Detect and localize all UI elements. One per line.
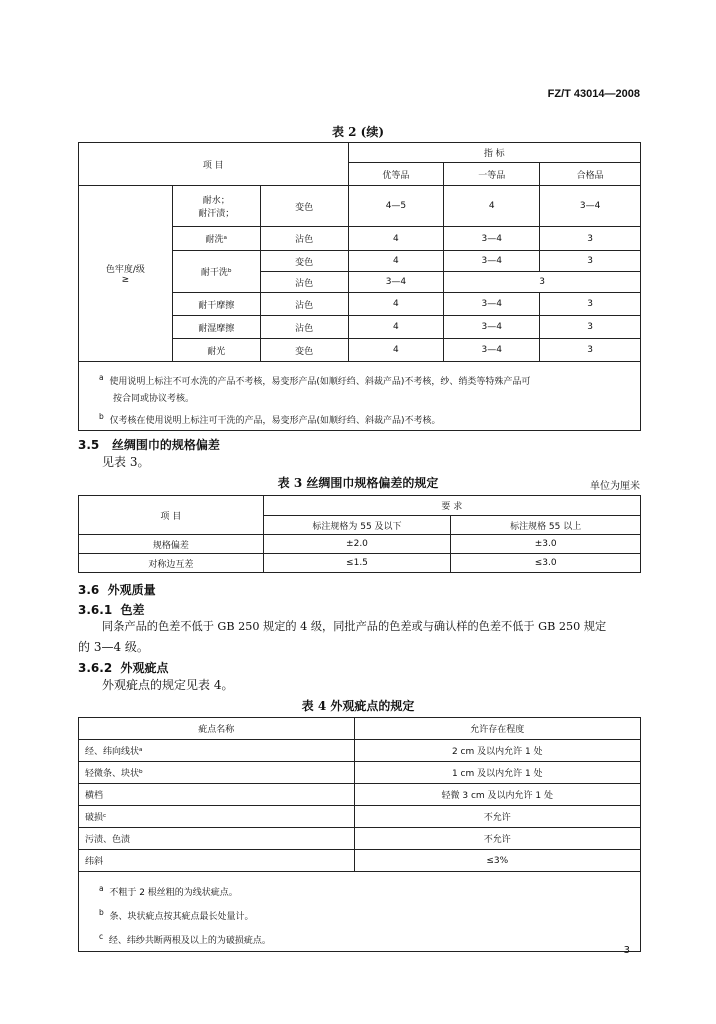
table4-col-name: 疵点名称 bbox=[79, 718, 355, 740]
defect-name: 轻微条、块状ᵇ bbox=[79, 762, 355, 784]
value-cell: 3 bbox=[540, 339, 641, 362]
table-row bbox=[79, 762, 641, 784]
defect-degree: 不允许 bbox=[354, 806, 641, 828]
value-cell: ±3.0 bbox=[451, 535, 641, 554]
value-cell: 4 bbox=[348, 293, 444, 316]
grade-qualified: 合格品 bbox=[540, 163, 641, 186]
note-c: 经、纬纱共断两根及以上的为破损疵点。 bbox=[108, 936, 271, 946]
section-3-6-2-heading: 3.6.2 外观疵点 bbox=[78, 661, 169, 675]
row-group-label bbox=[79, 186, 173, 362]
table4-col-degree: 允许存在程度 bbox=[354, 718, 641, 740]
value-cell: ≤1.5 bbox=[263, 554, 451, 573]
table-row bbox=[79, 535, 641, 554]
table3-unit: 单位为厘米 bbox=[590, 481, 640, 492]
note-b: 仅考核在使用说明上标注可干洗的产品，易变形产品(如顺纡绉、斜裁产品)不考核。 bbox=[109, 416, 441, 426]
table-row bbox=[79, 186, 641, 227]
table-row bbox=[79, 850, 641, 872]
table4-caption: 表 4 外观疵点的规定 bbox=[301, 699, 415, 713]
sub-label: 沾色 bbox=[260, 227, 348, 251]
table2-notes: $^a$ 使用说明上标注不可水洗的产品不考核，易变形产品(如顺纡绉、斜裁产品)不考核，纱、绡类等特殊产品可 按合同或协议考核。 $^b$ 仅考核在使用说明上标注可干洗的产品，易变形产品(如顺纡绉、斜裁产品)不考核。 bbox=[79, 362, 641, 431]
table2 bbox=[78, 142, 641, 431]
section-3-5-heading: 3.5 丝绸围巾的规格偏差 bbox=[78, 438, 220, 452]
table-row bbox=[79, 806, 641, 828]
sub-label: 沾色 bbox=[260, 316, 348, 339]
sub-label: 变色 bbox=[260, 251, 348, 272]
sub-label: 沾色 bbox=[260, 293, 348, 316]
defect-name: 经、纬向线状ᵃ bbox=[79, 740, 355, 762]
value-cell: 4 bbox=[348, 227, 444, 251]
value-cell: ±2.0 bbox=[263, 535, 451, 554]
standard-number: FZ/T 43014—2008 bbox=[547, 88, 640, 100]
table4 bbox=[78, 717, 641, 952]
value-cell: 3—4 bbox=[444, 227, 540, 251]
table3-col-req: 要 求 bbox=[263, 496, 640, 516]
sub-label: 变色 bbox=[260, 339, 348, 362]
value-cell: 3 bbox=[540, 293, 641, 316]
sub-label: 沾色 bbox=[260, 272, 348, 293]
value-cell: 3 bbox=[540, 251, 641, 272]
row-label: 对称边互差 bbox=[79, 554, 264, 573]
sub-label: 变色 bbox=[260, 186, 348, 227]
defect-name: 破损ᶜ bbox=[79, 806, 355, 828]
colorfastness-label: 色牢度/级 bbox=[105, 265, 145, 275]
value-cell: 3—4 bbox=[444, 251, 540, 272]
table-row bbox=[79, 554, 641, 573]
section-3-5-body: 见表 3。 bbox=[102, 455, 150, 469]
defect-name: 污渍、色渍 bbox=[79, 828, 355, 850]
table3-caption: 表 3 丝绸围巾规格偏差的规定 bbox=[277, 476, 439, 490]
value-cell: 3—4 bbox=[348, 272, 444, 293]
section-3-6-1-heading: 3.6.1 色差 bbox=[78, 603, 145, 617]
item-dry-rub: 耐干摩擦 bbox=[172, 293, 260, 316]
item-wet-rub: 耐湿摩擦 bbox=[172, 316, 260, 339]
section-3-6-heading: 3.6 外观质量 bbox=[78, 583, 156, 597]
section-3-6-1-body: 同条产品的色差不低于 GB 250 规定的 4 级，同批产品的色差或与确认样的色差不低于 GB 250 规定 bbox=[102, 620, 607, 633]
value-cell: 4 bbox=[444, 186, 540, 227]
value-cell: 3—4 bbox=[444, 339, 540, 362]
note-a-cont: 按合同或协议考核。 bbox=[113, 394, 195, 404]
defect-degree: 不允许 bbox=[354, 828, 641, 850]
defect-degree: 轻微 3 cm 及以内允许 1 处 bbox=[354, 784, 641, 806]
value-cell: 3—4 bbox=[444, 316, 540, 339]
value-cell: 4—5 bbox=[348, 186, 444, 227]
note-a: 不粗于 2 根丝粗的为线状疵点。 bbox=[109, 888, 238, 898]
table3-col-item: 项 目 bbox=[79, 496, 264, 535]
grade-first: 一等品 bbox=[444, 163, 540, 186]
value-cell: 4 bbox=[348, 316, 444, 339]
defect-degree: 2 cm 及以内允许 1 处 bbox=[354, 740, 641, 762]
section-3-6-2-body: 外观疵点的规定见表 4。 bbox=[102, 678, 234, 692]
note-b: 条、块状疵点按其疵点最长处量计。 bbox=[109, 912, 254, 922]
table-row bbox=[79, 784, 641, 806]
table-row bbox=[79, 740, 641, 762]
table2-col-index: 指 标 bbox=[348, 143, 640, 163]
defect-degree: ≤3% bbox=[354, 850, 641, 872]
value-cell: 3 bbox=[444, 272, 641, 293]
row-label: 规格偏差 bbox=[79, 535, 264, 554]
page-number: 3 bbox=[623, 945, 630, 956]
defect-degree: 1 cm 及以内允许 1 处 bbox=[354, 762, 641, 784]
note-a: 使用说明上标注不可水洗的产品不考核，易变形产品(如顺纡绉、斜裁产品)不考核，纱、绡类等特殊产品可 bbox=[109, 377, 531, 387]
defect-name: 横档 bbox=[79, 784, 355, 806]
table-row bbox=[79, 828, 641, 850]
item-water-sweat: 耐水； 耐汗渍； bbox=[172, 186, 260, 227]
item-light: 耐光 bbox=[172, 339, 260, 362]
item-dryclean: 耐干洗ᵇ bbox=[172, 251, 260, 293]
table2-caption: 表 2 (续) bbox=[331, 125, 385, 139]
value-cell: 3 bbox=[540, 316, 641, 339]
table3 bbox=[78, 495, 641, 573]
table4-notes: $^a$ 不粗于 2 根丝粗的为线状疵点。 $^b$ 条、块状疵点按其疵点最长处量计。 $^c$ 经、纬纱共断两根及以上的为破损疵点。 bbox=[79, 872, 641, 952]
value-cell: 4 bbox=[348, 339, 444, 362]
table3-sub-large: 标注规格 55 以上 bbox=[451, 516, 641, 535]
item-wash: 耐洗ᵃ bbox=[172, 227, 260, 251]
value-cell: 3 bbox=[540, 227, 641, 251]
value-cell: 3—4 bbox=[444, 293, 540, 316]
table3-sub-small: 标注规格为 55 及以下 bbox=[263, 516, 451, 535]
value-cell: 4 bbox=[348, 251, 444, 272]
table2-col-item: 项 目 bbox=[79, 143, 349, 186]
value-cell: ≤3.0 bbox=[451, 554, 641, 573]
gte-symbol: ≥ bbox=[121, 275, 130, 285]
grade-excellent: 优等品 bbox=[348, 163, 444, 186]
section-3-6-1-body-cont: 的 3—4 级。 bbox=[78, 640, 149, 654]
value-cell: 3—4 bbox=[540, 186, 641, 227]
defect-name: 纬斜 bbox=[79, 850, 355, 872]
